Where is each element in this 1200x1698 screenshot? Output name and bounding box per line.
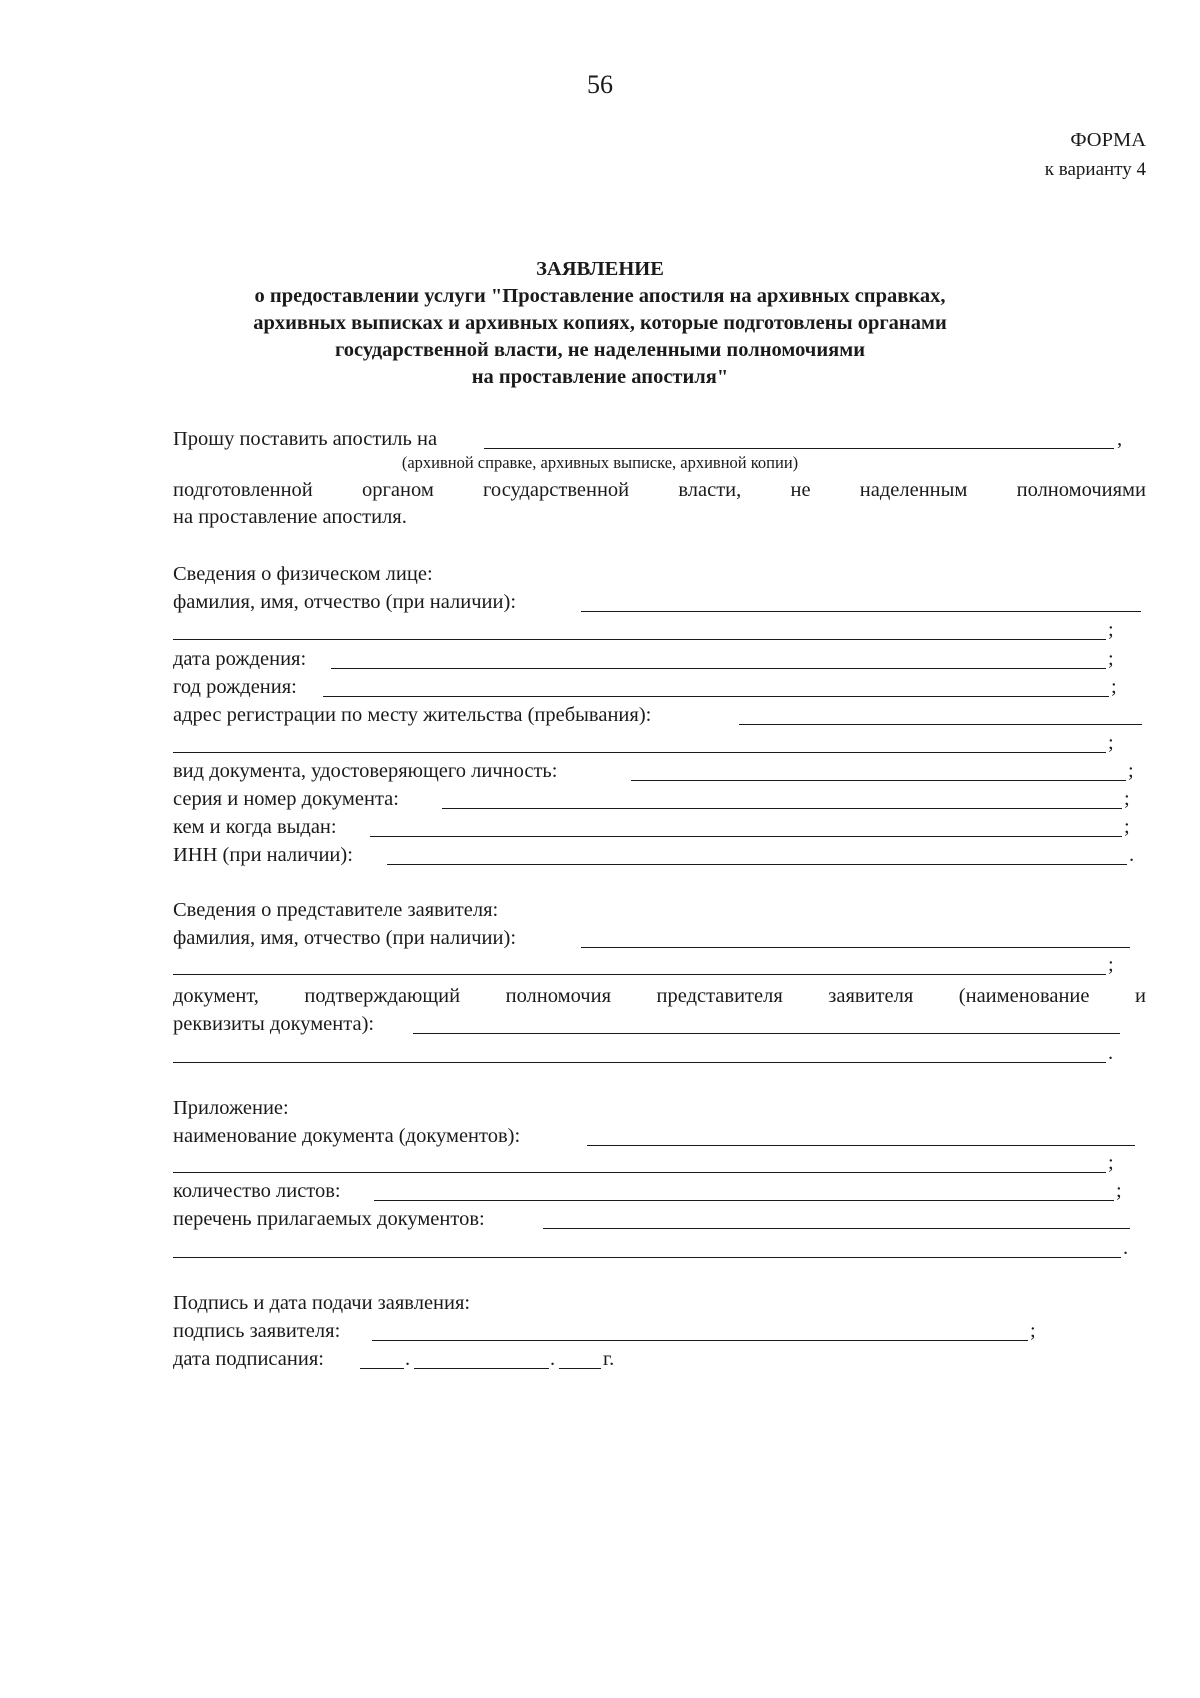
period: . <box>1129 844 1135 866</box>
representative-full-name-field[interactable] <box>581 928 1130 948</box>
issued-by-label: кем и когда выдан: <box>173 816 337 838</box>
semicolon: ; <box>1108 619 1114 641</box>
request-line-3: на проставление апостиля. <box>173 506 407 528</box>
request-line-2 <box>173 476 1146 504</box>
representative-doc-word: и <box>1135 985 1146 1007</box>
issued-by-field[interactable] <box>370 817 1122 837</box>
birth-year-label: год рождения: <box>173 676 297 698</box>
request-word: власти, <box>678 479 742 501</box>
semicolon: ; <box>1124 816 1130 838</box>
request-word: подготовленной <box>173 479 313 501</box>
semicolon: ; <box>1108 954 1114 976</box>
title-line-4: на проставление апостиля" <box>471 366 729 388</box>
period: . <box>1108 1042 1114 1064</box>
representative-doc-word: подтверждающий <box>304 985 461 1007</box>
representative-section-heading: Сведения о представителе заявителя: <box>173 899 499 921</box>
signing-month-field[interactable] <box>414 1349 549 1369</box>
address-label: адрес регистрации по месту жительства (пребывания): <box>173 704 652 726</box>
semicolon: ; <box>1108 732 1114 754</box>
birth-date-field[interactable] <box>331 649 1106 669</box>
signing-date-label: дата подписания: <box>173 1348 324 1370</box>
title-line-2: архивных выписках и архивных копиях, которые подготовлены органами <box>253 312 947 334</box>
semicolon: ; <box>1116 1180 1122 1202</box>
address-field-cont[interactable] <box>173 733 1106 753</box>
request-prefix: Прошу поставить апостиль на <box>173 428 438 450</box>
representative-doc-word: полномочия <box>505 985 612 1007</box>
year-suffix: г. <box>603 1348 615 1370</box>
person-section-heading: Сведения о физическом лице: <box>173 563 433 585</box>
representative-full-name-field-cont[interactable] <box>173 955 1106 975</box>
request-word: государственной <box>483 479 630 501</box>
id-doc-number-label: серия и номер документа: <box>173 788 399 810</box>
attachment-section-heading: Приложение: <box>173 1097 289 1119</box>
semicolon: ; <box>1124 788 1130 810</box>
signature-section-heading: Подпись и дата подачи заявления: <box>173 1292 471 1314</box>
id-doc-type-label: вид документа, удостоверяющего личность: <box>173 760 558 782</box>
id-doc-number-field[interactable] <box>442 789 1122 809</box>
representative-doc-line-1 <box>173 982 1146 1010</box>
person-full-name-label: фамилия, имя, отчество (при наличии): <box>173 591 517 613</box>
document-title: ЗАЯВЛЕНИЕ <box>536 258 664 280</box>
sheet-count-label: количество листов: <box>173 1180 341 1202</box>
request-word: полномочиями <box>1016 479 1146 501</box>
representative-doc-field-cont[interactable] <box>173 1043 1106 1063</box>
request-hint: (архивной справке, архивных выписке, архивной копии) <box>401 453 799 472</box>
representative-doc-word: документ, <box>173 985 259 1007</box>
representative-doc-word: (наименование <box>958 985 1090 1007</box>
request-word: не <box>790 479 811 501</box>
period: . <box>1123 1237 1129 1259</box>
variant-label: к варианту 4 <box>1044 159 1146 180</box>
inn-label: ИНН (при наличии): <box>173 844 353 866</box>
representative-doc-field[interactable] <box>413 1014 1120 1034</box>
attachment-doc-name-field[interactable] <box>587 1126 1135 1146</box>
request-word: наделенным <box>859 479 968 501</box>
representative-doc-word: заявителя <box>828 985 914 1007</box>
attached-docs-list-field-cont[interactable] <box>173 1238 1121 1258</box>
attachment-doc-name-label: наименование документа (документов): <box>173 1125 521 1147</box>
representative-full-name-label: фамилия, имя, отчество (при наличии): <box>173 927 517 949</box>
person-full-name-field-cont[interactable] <box>173 620 1106 640</box>
title-line-3: государственной власти, не наделенными полномочиями <box>334 339 866 361</box>
representative-doc-label: реквизиты документа): <box>173 1013 375 1035</box>
birth-date-label: дата рождения: <box>173 648 307 670</box>
sheet-count-field[interactable] <box>374 1181 1114 1201</box>
representative-doc-word: представителя <box>656 985 783 1007</box>
applicant-signature-label: подпись заявителя: <box>173 1320 341 1342</box>
title-line-1: о предоставлении услуги "Проставление апостиля на архивных справках, <box>254 285 946 307</box>
person-full-name-field[interactable] <box>581 592 1141 612</box>
address-field[interactable] <box>739 705 1142 725</box>
applicant-signature-field[interactable] <box>372 1321 1028 1341</box>
semicolon: ; <box>1108 1152 1114 1174</box>
form-label: ФОРМА <box>1070 129 1146 151</box>
inn-field[interactable] <box>387 845 1127 865</box>
birth-year-field[interactable] <box>323 677 1109 697</box>
attachment-doc-name-field-cont[interactable] <box>173 1153 1106 1173</box>
semicolon: ; <box>1030 1320 1036 1342</box>
semicolon: ; <box>1111 676 1117 698</box>
attached-docs-list-label: перечень прилагаемых документов: <box>173 1208 485 1230</box>
apostille-document-field[interactable] <box>484 429 1114 449</box>
id-doc-type-field[interactable] <box>631 761 1126 781</box>
date-dot: . <box>550 1348 556 1370</box>
request-comma: , <box>1117 428 1123 450</box>
semicolon: ; <box>1128 760 1134 782</box>
signing-day-field[interactable] <box>360 1349 404 1369</box>
attached-docs-list-field[interactable] <box>543 1209 1130 1229</box>
semicolon: ; <box>1108 648 1114 670</box>
date-dot: . <box>405 1348 411 1370</box>
request-word: органом <box>362 479 434 501</box>
page-number: 56 <box>587 70 613 99</box>
signing-year-field[interactable] <box>559 1349 601 1369</box>
